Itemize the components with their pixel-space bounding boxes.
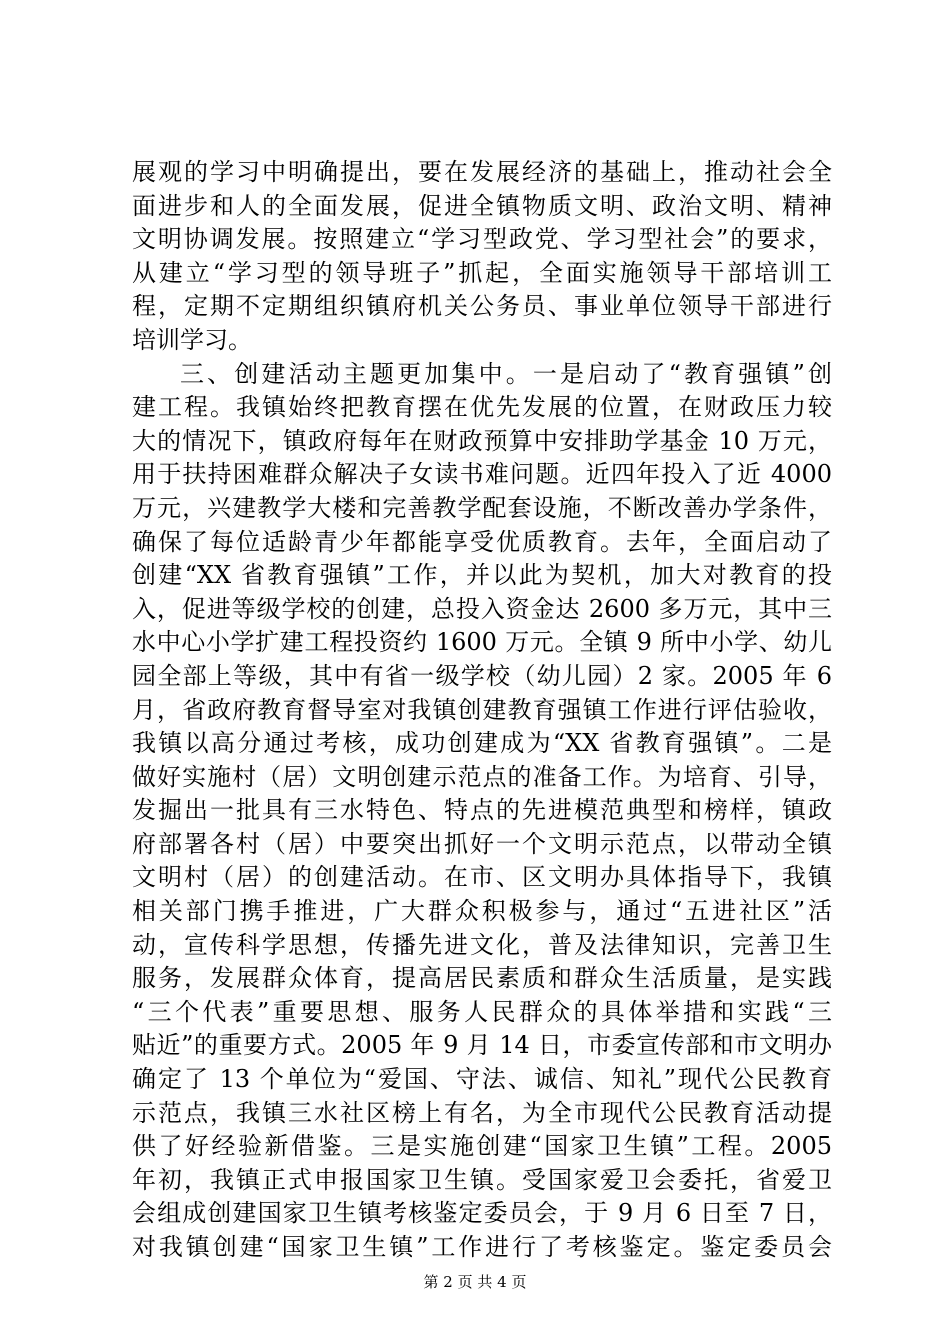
text-line: 府部署各村（居）中要突出抓好一个文明示范点，以带动全镇 xyxy=(132,829,832,858)
text-line: “三个代表”重要思想、服务人民群众的具体举措和实践“三 xyxy=(132,997,832,1026)
text-line: 培训学习。 xyxy=(132,325,252,354)
text-line: 面进步和人的全面发展，促进全镇物质文明、政治文明、精神 xyxy=(132,191,832,220)
text-line: 服务，发展群众体育，提高居民素质和群众生活质量，是实践 xyxy=(132,964,832,993)
text-line: 示范点，我镇三水社区榜上有名，为全市现代公民教育活动提 xyxy=(132,1098,832,1127)
document-body xyxy=(132,156,832,1265)
text-line: 供了好经验新借鉴。三是实施创建“国家卫生镇”工程。2005 xyxy=(132,1132,832,1161)
text-line: 年初，我镇正式申报国家卫生镇。受国家爱卫会委托，省爱卫 xyxy=(132,1165,832,1194)
text-line: 做好实施村（居）文明创建示范点的准备工作。为培育、引导， xyxy=(132,762,832,791)
text-line: 用于扶持困难群众解决子女读书难问题。近四年投入了近 4000 xyxy=(132,460,832,489)
text-line: 程，定期不定期组织镇府机关公务员、事业单位领导干部进行 xyxy=(132,292,832,321)
text-line: 入，促进等级学校的创建，总投入资金达 2600 多万元，其中三 xyxy=(132,594,832,623)
text-line: 大的情况下，镇政府每年在财政预算中安排助学基金 10 万元， xyxy=(132,426,832,455)
text-line: 创建“XX 省教育强镇”工作，并以此为契机，加大对教育的投 xyxy=(132,561,832,590)
paragraph-start-line: 三、创建活动主题更加集中。一是启动了“教育强镇”创 xyxy=(180,359,832,388)
page-number-footer: 第 2 页 共 4 页 xyxy=(423,1273,527,1291)
text-line: 园全部上等级，其中有省一级学校（幼儿园）2 家。2005 年 6 xyxy=(132,661,832,690)
text-line: 对我镇创建“国家卫生镇”工作进行了考核鉴定。鉴定委员会 xyxy=(132,1233,832,1261)
text-line: 文明协调发展。按照建立“学习型政党、学习型社会”的要求， xyxy=(132,225,832,254)
text-line: 从建立“学习型的领导班子”抓起，全面实施领导干部培训工 xyxy=(132,258,832,287)
text-line: 会组成创建国家卫生镇考核鉴定委员会，于 9 月 6 日至 7 日， xyxy=(132,1199,832,1228)
text-line: 相关部门携手推进，广大群众积极参与，通过“五进社区”活 xyxy=(132,897,832,926)
text-line: 发掘出一批具有三水特色、特点的先进模范典型和榜样，镇政 xyxy=(132,796,832,825)
text-line: 我镇以高分通过考核，成功创建成为“XX 省教育强镇”。二是 xyxy=(132,729,832,758)
text-line: 月，省政府教育督导室对我镇创建教育强镇工作进行评估验收， xyxy=(132,695,832,724)
text-line: 万元，兴建教学大楼和完善教学配套设施，不断改善办学条件， xyxy=(132,493,832,522)
text-line: 建工程。我镇始终把教育摆在优先发展的位置，在财政压力较 xyxy=(132,393,832,422)
text-line: 展观的学习中明确提出，要在发展经济的基础上，推动社会全 xyxy=(132,158,832,186)
text-line: 动，宣传科学思想，传播先进文化，普及法律知识，完善卫生 xyxy=(132,930,832,959)
text-line: 文明村（居）的创建活动。在市、区文明办具体指导下，我镇 xyxy=(132,863,832,892)
text-line: 贴近”的重要方式。2005 年 9 月 14 日，市委宣传部和市文明办 xyxy=(132,1031,832,1060)
text-line: 确保了每位适龄青少年都能享受优质教育。去年，全面启动了 xyxy=(132,527,832,556)
text-line: 水中心小学扩建工程投资约 1600 万元。全镇 9 所中小学、幼儿 xyxy=(132,628,832,657)
text-line: 确定了 13 个单位为“爱国、守法、诚信、知礼”现代公民教育 xyxy=(132,1065,832,1094)
